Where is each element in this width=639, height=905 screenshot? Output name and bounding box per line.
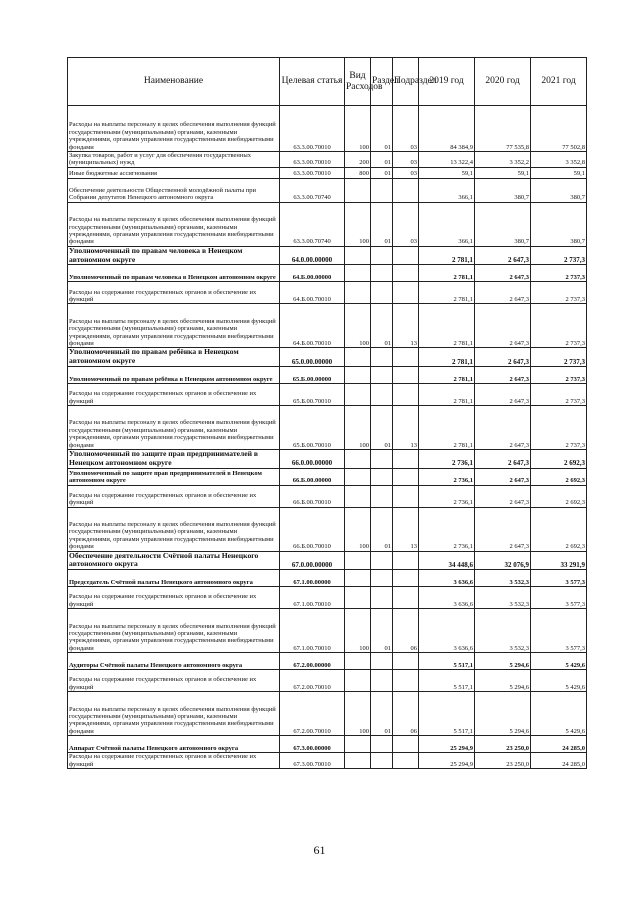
row-value-2020: 2 647,3 <box>475 485 531 507</box>
row-name: Расходы на содержание государственных органов и обеспечение их функций <box>68 587 280 609</box>
row-target-article: 63.3.00.70010 <box>280 167 345 178</box>
row-name: Закупка товаров, работ и услуг для обеспечения государственных (муниципальных) нужд <box>68 152 280 168</box>
row-value-2020: 2 647,3 <box>475 468 531 485</box>
row-value-2020: 3 352,2 <box>475 152 531 168</box>
row-subsection <box>393 485 419 507</box>
row-value-2021: 2 692,3 <box>531 507 587 551</box>
row-expense-type: 100 <box>345 106 371 152</box>
row-section <box>371 736 393 753</box>
row-section <box>371 670 393 692</box>
row-target-article: 64.Б.00.70010 <box>280 304 345 348</box>
row-name: Уполномоченный по правам ребёнка в Ненецком автономном округе <box>68 367 280 384</box>
table-row <box>68 570 587 587</box>
row-section <box>371 653 393 670</box>
row-name: Уполномоченный по правам ребёнка в Ненецком автономном округе <box>68 348 280 367</box>
row-target-article: 63.3.00.70010 <box>280 106 345 152</box>
row-value-2021: 2 737,3 <box>531 265 587 282</box>
row-subsection <box>393 753 419 769</box>
row-value-2019: 3 636,6 <box>419 609 475 653</box>
row-name: Уполномоченный по правам человека в Ненецком автономном округе <box>68 265 280 282</box>
table-header-row <box>68 58 587 106</box>
row-value-2020: 2 647,3 <box>475 304 531 348</box>
row-target-article: 67.2.00.70010 <box>280 692 345 736</box>
row-target-article: 63.3.00.70010 <box>280 152 345 168</box>
row-name: Уполномоченный по правам человека в Ненецком автономном округе <box>68 246 280 265</box>
row-value-2019: 2 781,1 <box>419 367 475 384</box>
row-value-2021: 2 692,3 <box>531 485 587 507</box>
row-section <box>371 468 393 485</box>
row-expense-type <box>345 653 371 670</box>
row-value-2021: 59,1 <box>531 167 587 178</box>
row-name: Председатель Счётной палаты Ненецкого автономного округа <box>68 570 280 587</box>
row-value-2019: 84 384,9 <box>419 106 475 152</box>
row-target-article: 67.0.00.00000 <box>280 551 345 570</box>
row-name: Расходы на содержание государственных органов и обеспечение их функций <box>68 384 280 406</box>
table-row <box>68 152 587 168</box>
row-value-2021: 2 737,3 <box>531 348 587 367</box>
row-value-2020: 77 535,8 <box>475 106 531 152</box>
row-subsection: 13 <box>393 507 419 551</box>
row-value-2019: 2 781,1 <box>419 282 475 304</box>
row-value-2021: 2 737,3 <box>531 367 587 384</box>
row-expense-type <box>345 348 371 367</box>
row-value-2020: 3 532,3 <box>475 570 531 587</box>
row-value-2021: 5 429,6 <box>531 692 587 736</box>
row-subsection <box>393 736 419 753</box>
row-target-article: 67.1.00.00000 <box>280 570 345 587</box>
row-subsection: 13 <box>393 304 419 348</box>
row-name: Расходы на выплаты персоналу в целях обеспечения выполнения функций государственными (муниципальными) органами, казенными учреждениями, органами управления государственными внебюджетными фондами <box>68 106 280 152</box>
row-section: 01 <box>371 167 393 178</box>
row-name: Уполномоченный по защите прав предпринимателей в Ненецком автономном округе <box>68 468 280 485</box>
header-section: Раздел <box>371 58 393 106</box>
row-target-article: 64.Б.00.70010 <box>280 282 345 304</box>
row-expense-type <box>345 736 371 753</box>
header-subsection: Подраздел <box>393 58 419 106</box>
row-section <box>371 367 393 384</box>
row-name: Обеспечение деятельности Счётной палаты Ненецкого автономного округа <box>68 551 280 570</box>
row-expense-type <box>345 570 371 587</box>
row-section <box>371 348 393 367</box>
row-target-article: 67.1.00.70010 <box>280 609 345 653</box>
row-value-2020: 2 647,3 <box>475 367 531 384</box>
row-target-article: 64.0.00.00000 <box>280 246 345 265</box>
row-target-article: 65.Б.00.00000 <box>280 367 345 384</box>
row-target-article: 67.3.00.00000 <box>280 736 345 753</box>
row-value-2021: 3 577,3 <box>531 609 587 653</box>
row-target-article: 64.Б.00.00000 <box>280 265 345 282</box>
table-row <box>68 106 587 152</box>
row-subsection: 13 <box>393 406 419 450</box>
row-value-2021: 33 291,9 <box>531 551 587 570</box>
row-name: Аппарат Счётной палаты Ненецкого автономного округа <box>68 736 280 753</box>
row-expense-type <box>345 178 371 202</box>
row-value-2019: 59,1 <box>419 167 475 178</box>
row-section <box>371 753 393 769</box>
table-row <box>68 753 587 769</box>
row-expense-type <box>345 265 371 282</box>
row-target-article: 66.Б.00.00000 <box>280 468 345 485</box>
row-expense-type: 100 <box>345 304 371 348</box>
row-value-2019: 2 781,1 <box>419 265 475 282</box>
row-value-2021: 2 737,3 <box>531 246 587 265</box>
row-expense-type <box>345 450 371 469</box>
row-expense-type: 100 <box>345 507 371 551</box>
row-value-2019: 2 736,1 <box>419 507 475 551</box>
row-name: Уполномоченный по защите прав предпринимателей в Ненецком автономном округе <box>68 450 280 469</box>
row-value-2021: 5 429,6 <box>531 653 587 670</box>
row-value-2019: 34 448,6 <box>419 551 475 570</box>
row-subsection <box>393 348 419 367</box>
row-value-2020: 2 647,3 <box>475 406 531 450</box>
table-row <box>68 367 587 384</box>
row-target-article: 63.3.00.70740 <box>280 202 345 246</box>
row-subsection <box>393 670 419 692</box>
row-value-2019: 3 636,6 <box>419 587 475 609</box>
row-expense-type: 100 <box>345 406 371 450</box>
row-value-2020: 3 532,3 <box>475 587 531 609</box>
table-row <box>68 587 587 609</box>
header-name: Наименование <box>68 58 280 106</box>
row-expense-type: 800 <box>345 167 371 178</box>
row-subsection <box>393 265 419 282</box>
row-section <box>371 384 393 406</box>
row-expense-type <box>345 670 371 692</box>
header-2020: 2020 год <box>475 58 531 106</box>
row-value-2020: 23 250,0 <box>475 753 531 769</box>
row-target-article: 66.Б.00.70010 <box>280 485 345 507</box>
row-value-2019: 3 636,6 <box>419 570 475 587</box>
table-row <box>68 450 587 469</box>
page-number: 61 <box>313 843 326 857</box>
row-expense-type: 100 <box>345 202 371 246</box>
row-value-2021: 380,7 <box>531 202 587 246</box>
row-section: 01 <box>371 304 393 348</box>
row-name: Расходы на выплаты персоналу в целях обеспечения выполнения функций государственными (муниципальными) органами, казенными учреждениями, органами управления государственными внебюджетными фондами <box>68 609 280 653</box>
table-row <box>68 670 587 692</box>
row-target-article: 65.0.00.00000 <box>280 348 345 367</box>
table-row <box>68 468 587 485</box>
table-row <box>68 485 587 507</box>
row-subsection <box>393 468 419 485</box>
header-2019: 2019 год <box>419 58 475 106</box>
row-value-2020: 2 647,3 <box>475 246 531 265</box>
row-value-2020: 23 250,0 <box>475 736 531 753</box>
table-row <box>68 246 587 265</box>
row-name: Аудиторы Счётной палаты Ненецкого автономного округа <box>68 653 280 670</box>
row-section: 01 <box>371 152 393 168</box>
table-row <box>68 282 587 304</box>
row-subsection: 03 <box>393 167 419 178</box>
row-value-2020: 5 294,6 <box>475 670 531 692</box>
row-section <box>371 485 393 507</box>
row-value-2019: 5 517,1 <box>419 692 475 736</box>
row-expense-type <box>345 246 371 265</box>
row-subsection <box>393 551 419 570</box>
row-subsection: 03 <box>393 152 419 168</box>
table-row <box>68 551 587 570</box>
table-row <box>68 609 587 653</box>
row-value-2020: 2 647,3 <box>475 384 531 406</box>
table-row <box>68 736 587 753</box>
row-value-2019: 5 517,1 <box>419 670 475 692</box>
header-2021: 2021 год <box>531 58 587 106</box>
row-section <box>371 178 393 202</box>
table-row <box>68 692 587 736</box>
row-section: 01 <box>371 609 393 653</box>
table-row <box>68 384 587 406</box>
row-value-2019: 366,1 <box>419 178 475 202</box>
table-row <box>68 178 587 202</box>
table-row <box>68 304 587 348</box>
row-target-article: 67.2.00.70010 <box>280 670 345 692</box>
table-row <box>68 507 587 551</box>
table-row <box>68 202 587 246</box>
row-value-2021: 2 737,3 <box>531 282 587 304</box>
row-expense-type: 200 <box>345 152 371 168</box>
row-expense-type <box>345 468 371 485</box>
row-expense-type <box>345 587 371 609</box>
row-expense-type <box>345 384 371 406</box>
row-section: 01 <box>371 202 393 246</box>
row-target-article: 67.1.00.70010 <box>280 587 345 609</box>
row-value-2020: 59,1 <box>475 167 531 178</box>
header-expense-type: Вид Расходов <box>345 58 371 106</box>
row-value-2020: 380,7 <box>475 202 531 246</box>
table-row <box>68 265 587 282</box>
row-expense-type <box>345 753 371 769</box>
row-target-article: 63.3.00.70740 <box>280 178 345 202</box>
row-target-article: 66.Б.00.70010 <box>280 507 345 551</box>
row-subsection <box>393 367 419 384</box>
header-target-article: Целевая статья <box>280 58 345 106</box>
row-value-2019: 2 736,1 <box>419 485 475 507</box>
row-subsection <box>393 450 419 469</box>
row-subsection <box>393 178 419 202</box>
row-value-2019: 13 322,4 <box>419 152 475 168</box>
row-value-2021: 24 285,0 <box>531 736 587 753</box>
row-value-2019: 2 736,1 <box>419 450 475 469</box>
row-section: 01 <box>371 406 393 450</box>
row-value-2021: 3 352,8 <box>531 152 587 168</box>
row-value-2020: 2 647,3 <box>475 265 531 282</box>
row-subsection: 03 <box>393 106 419 152</box>
row-value-2019: 2 781,1 <box>419 406 475 450</box>
row-section <box>371 265 393 282</box>
row-target-article: 65.Б.00.70010 <box>280 384 345 406</box>
row-value-2021: 3 577,3 <box>531 570 587 587</box>
row-expense-type <box>345 551 371 570</box>
row-section <box>371 450 393 469</box>
row-value-2021: 2 737,3 <box>531 304 587 348</box>
row-value-2019: 5 517,1 <box>419 653 475 670</box>
row-name: Расходы на содержание государственных органов и обеспечение их функций <box>68 753 280 769</box>
row-subsection <box>393 570 419 587</box>
row-value-2021: 24 285,0 <box>531 753 587 769</box>
row-subsection: 06 <box>393 692 419 736</box>
row-value-2021: 3 577,3 <box>531 587 587 609</box>
row-section <box>371 587 393 609</box>
row-value-2021: 380,7 <box>531 178 587 202</box>
row-section <box>371 246 393 265</box>
row-subsection: 06 <box>393 609 419 653</box>
row-name: Иные бюджетные ассигнования <box>68 167 280 178</box>
row-value-2020: 5 294,6 <box>475 692 531 736</box>
row-target-article: 65.Б.00.70010 <box>280 406 345 450</box>
row-subsection <box>393 384 419 406</box>
row-name: Расходы на выплаты персоналу в целях обеспечения выполнения функций государственными (муниципальными) органами, казенными учреждениями, органами управления государственными внебюджетными фондами <box>68 304 280 348</box>
row-value-2020: 380,7 <box>475 178 531 202</box>
row-value-2019: 366,1 <box>419 202 475 246</box>
row-value-2019: 2 781,1 <box>419 348 475 367</box>
row-subsection <box>393 587 419 609</box>
row-value-2019: 2 781,1 <box>419 246 475 265</box>
row-value-2020: 2 647,3 <box>475 507 531 551</box>
row-expense-type: 100 <box>345 692 371 736</box>
row-target-article: 66.0.00.00000 <box>280 450 345 469</box>
row-value-2021: 2 737,3 <box>531 384 587 406</box>
row-name: Расходы на выплаты персоналу в целях обеспечения выполнения функций государственными (муниципальными) органами, казенными учреждениями, органами управления государственными внебюджетными фондами <box>68 507 280 551</box>
row-expense-type <box>345 282 371 304</box>
row-name: Расходы на содержание государственных органов и обеспечение их функций <box>68 282 280 304</box>
table-row <box>68 167 587 178</box>
row-value-2021: 2 692,3 <box>531 450 587 469</box>
row-value-2020: 5 294,6 <box>475 653 531 670</box>
row-value-2019: 2 781,1 <box>419 384 475 406</box>
row-target-article: 67.3.00.70010 <box>280 753 345 769</box>
table-row <box>68 653 587 670</box>
row-section: 01 <box>371 692 393 736</box>
row-value-2020: 32 076,9 <box>475 551 531 570</box>
row-subsection <box>393 246 419 265</box>
row-section <box>371 551 393 570</box>
row-value-2020: 2 647,3 <box>475 282 531 304</box>
row-expense-type: 100 <box>345 609 371 653</box>
row-value-2021: 2 737,3 <box>531 406 587 450</box>
row-subsection <box>393 653 419 670</box>
row-name: Расходы на выплаты персоналу в целях обеспечения выполнения функций государственными (муниципальными) органами, казенными учреждениями, органами управления государственными внебюджетными фондами <box>68 202 280 246</box>
row-expense-type <box>345 485 371 507</box>
row-value-2021: 5 429,6 <box>531 670 587 692</box>
row-value-2020: 3 532,3 <box>475 609 531 653</box>
row-value-2019: 25 294,9 <box>419 753 475 769</box>
table-row <box>68 348 587 367</box>
row-name: Расходы на содержание государственных органов и обеспечение их функций <box>68 670 280 692</box>
row-value-2019: 2 736,1 <box>419 468 475 485</box>
row-target-article: 67.2.00.00000 <box>280 653 345 670</box>
row-name: Расходы на выплаты персоналу в целях обеспечения выполнения функций государственными (муниципальными) органами, казенными учреждениями, органами управления государственными внебюджетными фондами <box>68 692 280 736</box>
row-name: Расходы на выплаты персоналу в целях обеспечения выполнения функций государственными (муниципальными) органами, казенными учреждениями, органами управления государственными внебюджетными фондами <box>68 406 280 450</box>
row-value-2020: 2 647,3 <box>475 450 531 469</box>
row-section: 01 <box>371 507 393 551</box>
row-value-2019: 25 294,9 <box>419 736 475 753</box>
row-value-2020: 2 647,3 <box>475 348 531 367</box>
row-section <box>371 570 393 587</box>
budget-table <box>67 57 587 769</box>
row-subsection <box>393 282 419 304</box>
row-name: Расходы на содержание государственных органов и обеспечение их функций <box>68 485 280 507</box>
row-value-2019: 2 781,1 <box>419 304 475 348</box>
row-expense-type <box>345 367 371 384</box>
table-row <box>68 406 587 450</box>
row-section: 01 <box>371 106 393 152</box>
row-value-2021: 77 502,8 <box>531 106 587 152</box>
row-subsection: 03 <box>393 202 419 246</box>
row-section <box>371 282 393 304</box>
row-name: Обеспечение деятельности Общественной молодёжной палаты при Собрании депутатов Ненецкого автономного округа <box>68 178 280 202</box>
row-value-2021: 2 692,3 <box>531 468 587 485</box>
